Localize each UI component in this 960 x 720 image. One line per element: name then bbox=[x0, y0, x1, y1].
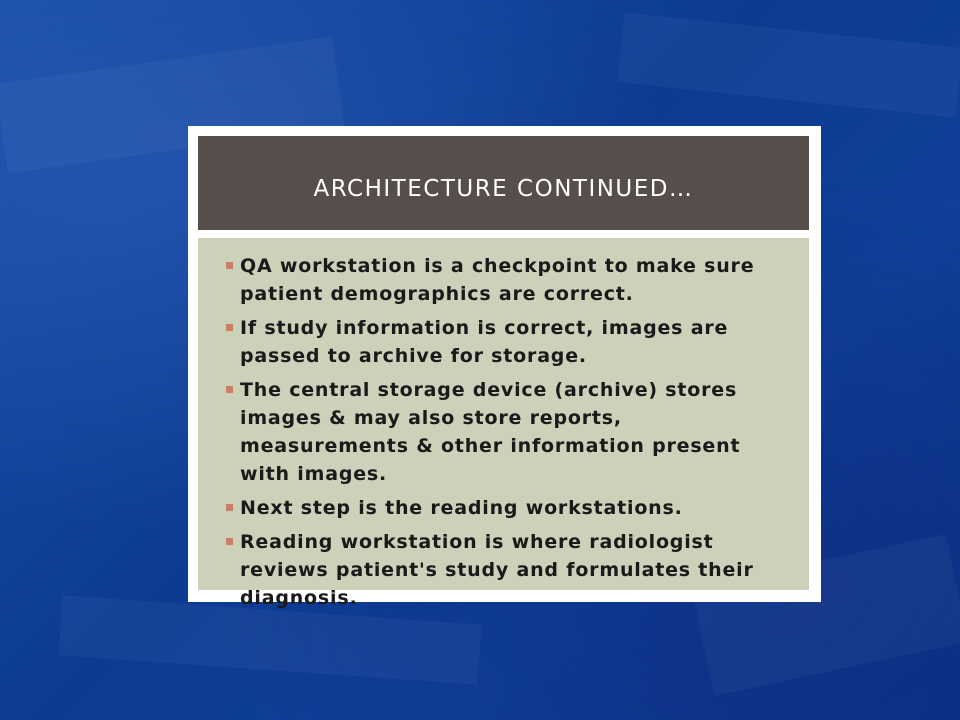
bullet-list bbox=[226, 252, 789, 612]
bullet-item bbox=[226, 528, 789, 612]
square-bullet-icon bbox=[226, 262, 233, 269]
square-bullet-icon bbox=[226, 504, 233, 511]
bullet-item bbox=[226, 314, 789, 370]
square-bullet-icon bbox=[226, 538, 233, 545]
title-bar bbox=[198, 136, 809, 230]
bullet-text: If study information is correct, images are passed to archive for storage. bbox=[240, 317, 729, 367]
bullet-item bbox=[226, 494, 789, 522]
bullet-text: The central storage device (archive) stores images & may also store reports, measurements & other information present with images. bbox=[240, 379, 741, 485]
bullet-item bbox=[226, 376, 789, 488]
bullet-text: Reading workstation is where radiologist reviews patient's study and formulates their diagnosis. bbox=[240, 531, 754, 609]
content-panel bbox=[198, 238, 809, 609]
square-bullet-icon bbox=[226, 386, 233, 393]
bullet-text: QA workstation is a checkpoint to make sure patient demographics are correct. bbox=[240, 255, 755, 305]
background-texture bbox=[617, 12, 960, 117]
bullet-item bbox=[226, 252, 789, 308]
square-bullet-icon bbox=[226, 324, 233, 331]
slide-card bbox=[188, 126, 821, 609]
bullet-text: Next step is the reading workstations. bbox=[240, 497, 683, 519]
slide-title: ARCHITECTURE CONTINUED… bbox=[313, 176, 694, 202]
